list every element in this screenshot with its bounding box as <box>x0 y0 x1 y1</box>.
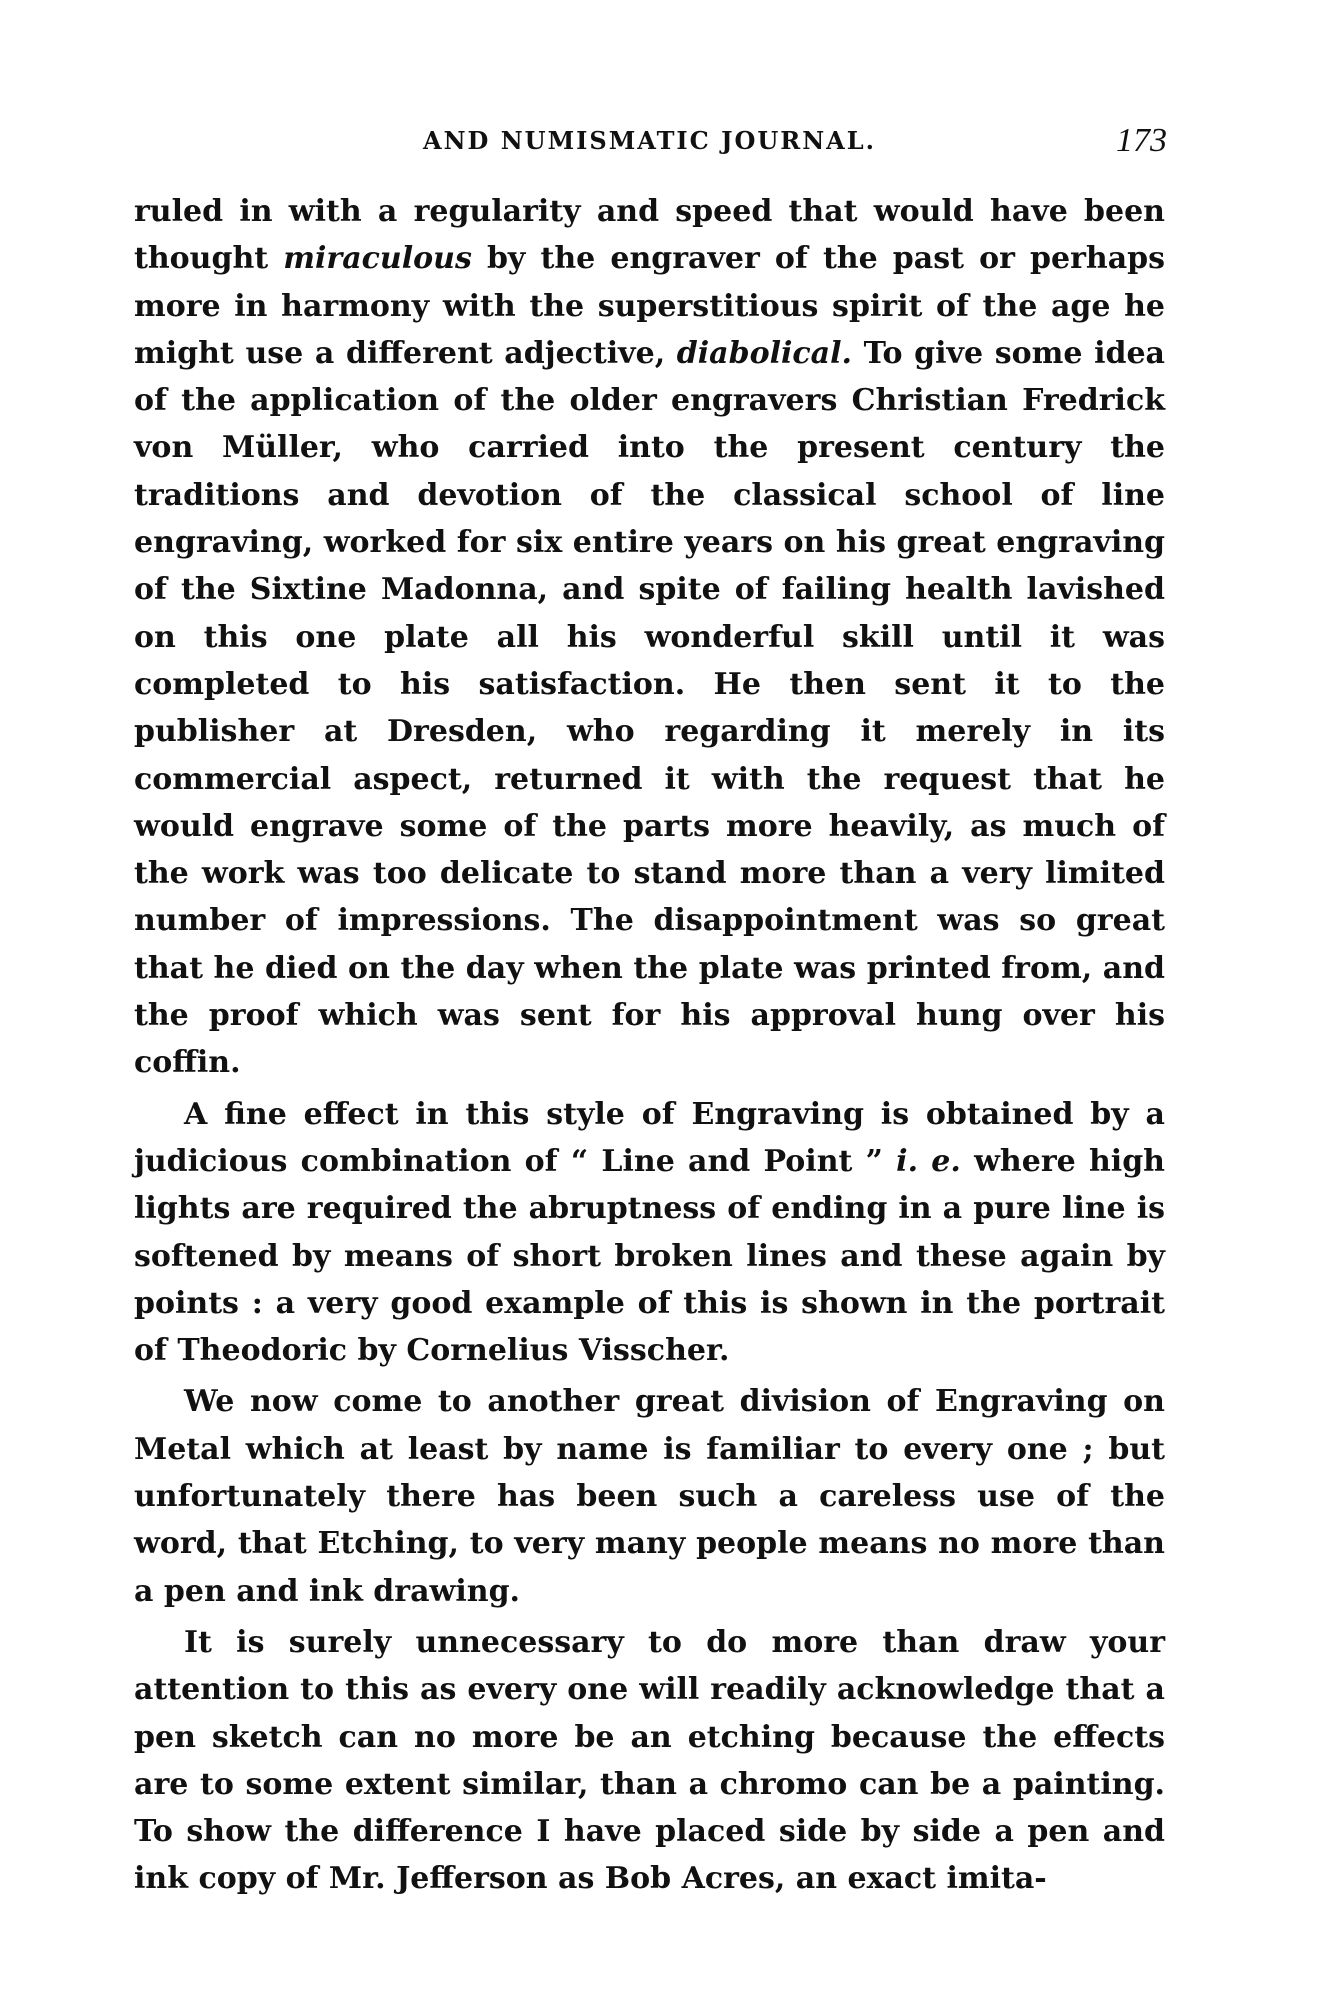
italic-word: miraculous <box>283 241 472 277</box>
italic-word: diabolical. <box>676 335 852 371</box>
paragraph-3: We now come to another great division of Engraving on Metal which at least by name is familiar to every one ; but unfortunately there has been such a careless use of the word, that Etching, to very many people means no more than a pen and ink drawing. <box>134 1384 1165 1609</box>
page-number: 173 <box>1116 122 1167 159</box>
italic-abbreviation: i. e. <box>896 1143 961 1179</box>
paragraph-4: It is surely unnecessary to do more than draw your attention to this as every one will readily acknowledge that a pen sketch can no more be an etching because the effects are to some extent similar, than a chromo can be a painting. To show the difference I have placed side by side a pen and ink copy of Mr. Jefferson as Bob Acres, an exact imita- <box>134 1624 1165 1897</box>
paragraph-text: A fine effect in this style of Engraving is obtained by a judicious combination of “ Line and Point ” <box>134 1096 1165 1179</box>
paragraph-2 <box>134 1091 1165 1375</box>
page-header <box>134 122 1167 166</box>
paragraph-text: where high lights are required the abruptness of ending in a pure line is softened by means of short broken lines and these again by points : a very good example of this is shown in the portrait of Theodoric by Cornelius Visscher. <box>134 1143 1165 1369</box>
paragraph-text: by the engraver of the past or perhaps more in harmony with the superstitious spirit of the age he might use a different adjective, <box>134 241 1166 371</box>
paragraph-text: To give some idea of the application of the older engravers Christian Fredrick von Müller, who carried into the present century the traditions and devotion of the classical school of line engraving, worked for six entire years on his great engraving of the Sixtine Madonna, and spite of failing health lavished on this one plate all his wonderful skill until it was completed to his satisfaction. He then sent it to the publisher at Dresden, who regarding it merely in its commercial aspect, returned it with the request that he would engrave some of the parts more heavily, as much of the work was too delicate to stand more than a very limited number of impressions. The disappointment was so great that he died on the day when the plate was printed from, and the proof which was sent for his approval hung over his coffin. <box>134 335 1165 1081</box>
paragraph-1 <box>134 188 1165 1087</box>
paragraph-text: ruled in with a regularity and speed that would have been thought <box>134 194 1165 277</box>
body-text <box>134 188 1165 1903</box>
running-title: AND NUMISMATIC JOURNAL. <box>422 126 877 155</box>
